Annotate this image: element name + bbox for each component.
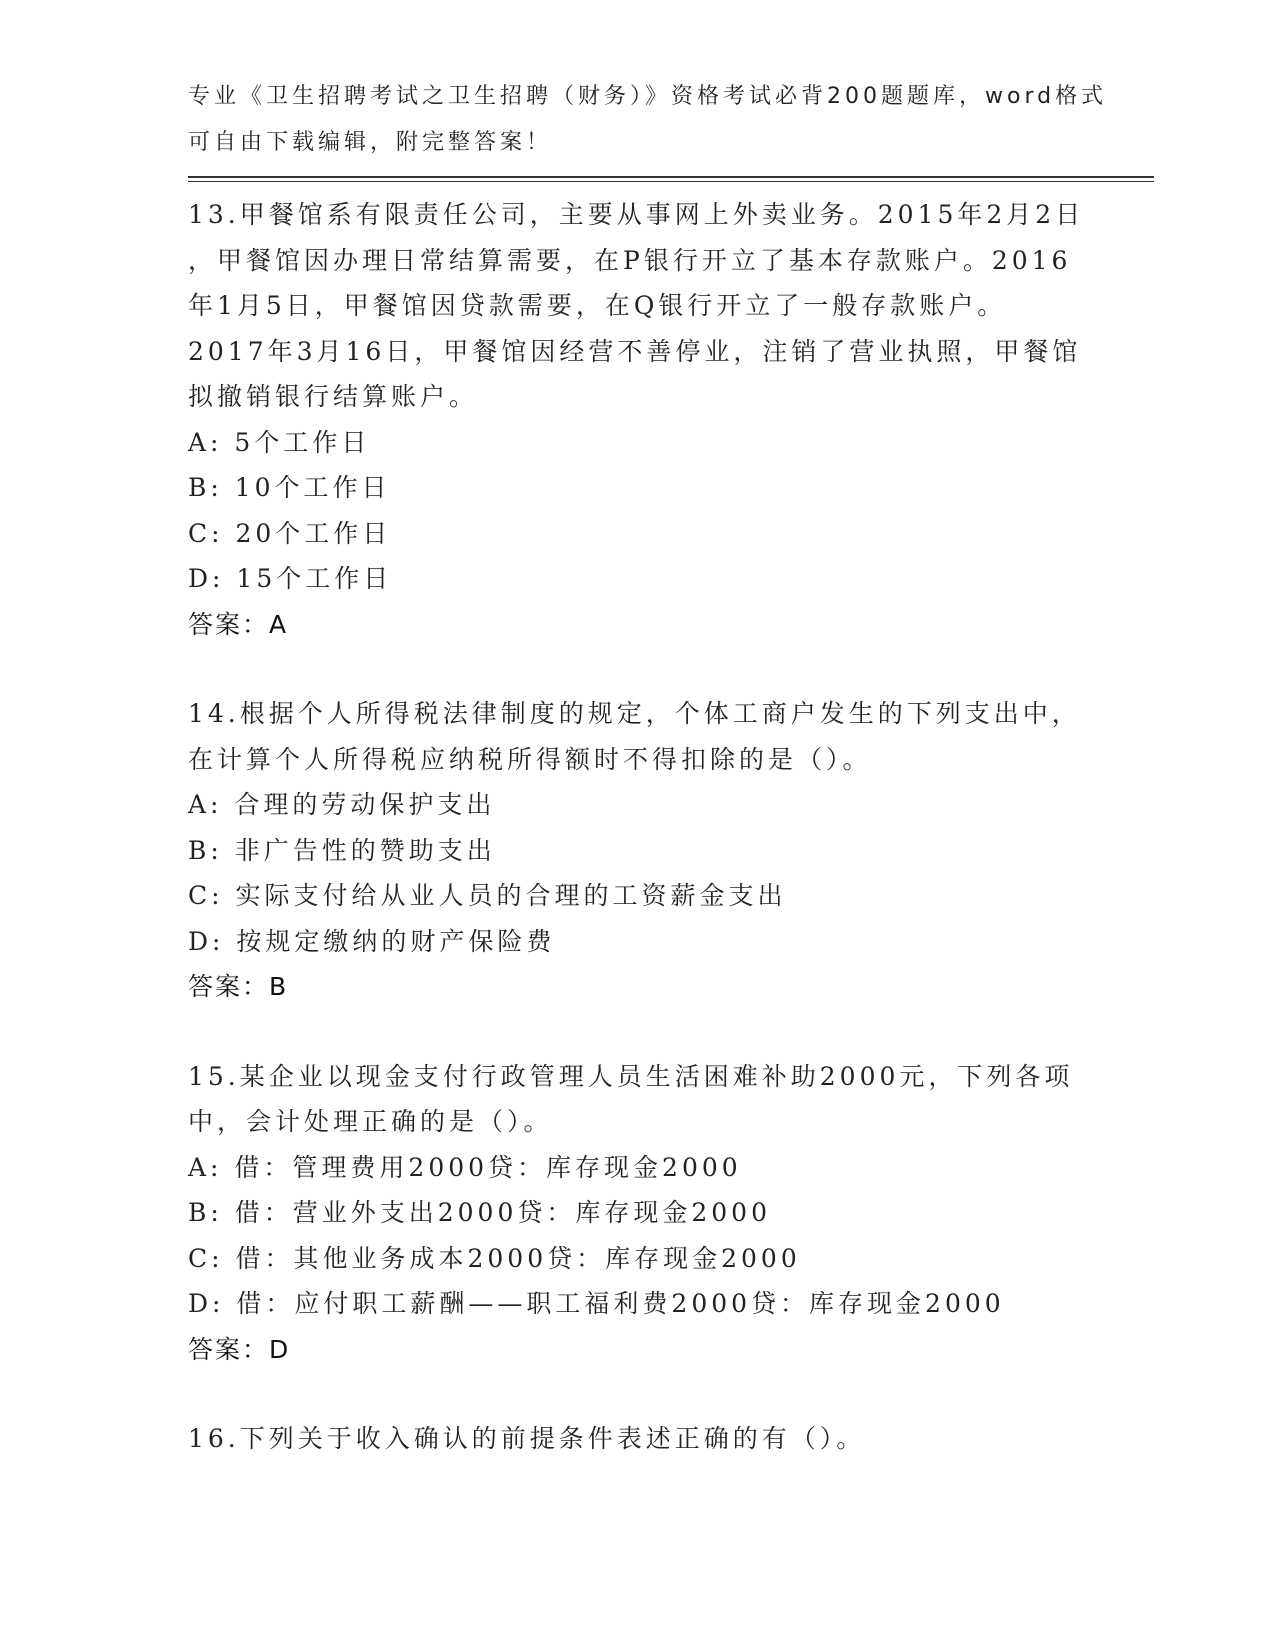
answer-label: 答案：A bbox=[188, 609, 289, 639]
option-b: B: 借：营业外支出2000贷：库存现金2000 bbox=[188, 1198, 771, 1227]
header-line: 可自由下载编辑，附完整答案！ bbox=[188, 129, 553, 155]
document-header bbox=[188, 74, 1108, 165]
question-14 bbox=[188, 691, 1088, 1010]
question-stem-line: 16.下列关于收入确认的前提条件表述正确的有（）。 bbox=[188, 1424, 866, 1453]
question-stem-line: 年1月5日，甲餐馆因贷款需要，在Q银行开立了一般存款账户。 bbox=[188, 291, 1007, 320]
question-stem-line: 15.某企业以现金支付行政管理人员生活困难补助2000元，下列各项 bbox=[188, 1061, 1074, 1091]
question-stem-line: 14.根据个人所得税法律制度的规定，个体工商户发生的下列支出中， bbox=[188, 699, 1081, 728]
question-stem-line: 在计算个人所得税应纳税所得额时不得扣除的是（）。 bbox=[188, 744, 872, 774]
option-a: A: 借：管理费用2000贷：库存现金2000 bbox=[188, 1152, 742, 1182]
answer-label: 答案：B bbox=[188, 972, 289, 1001]
option-d: D: 按规定缴纳的财产保险费 bbox=[188, 926, 556, 956]
question-stem-line: 2017年3月16日，甲餐馆因经营不善停业，注销了营业执照，甲餐馆 bbox=[188, 336, 1082, 366]
question-stem-line: 13.甲餐馆系有限责任公司，主要从事网上外卖业务。2015年2月2日 bbox=[188, 200, 1085, 229]
option-b: B: 非广告性的赞助支出 bbox=[188, 835, 496, 865]
option-a: A: 5个工作日 bbox=[188, 427, 371, 457]
question-stem-line: ，甲餐馆因办理日常结算需要，在P银行开立了基本存款账户。2016 bbox=[188, 245, 1072, 275]
header-divider bbox=[188, 176, 1154, 178]
header-line: 专业《卫生招聘考试之卫生招聘（财务）》资格考试必背200题题库，word格式 bbox=[188, 84, 1108, 109]
question-stem-line: 中，会计处理正确的是（）。 bbox=[188, 1107, 553, 1136]
question-13 bbox=[188, 192, 1088, 647]
question-15 bbox=[188, 1054, 1088, 1373]
option-c: C: 借：其他业务成本2000贷：库存现金2000 bbox=[188, 1243, 801, 1273]
option-c: C: 实际支付给从业人员的合理的工资薪金支出 bbox=[188, 881, 787, 910]
header-divider-thin bbox=[188, 181, 1154, 182]
question-list bbox=[188, 192, 1088, 1462]
answer-label: 答案：D bbox=[188, 1334, 291, 1364]
option-c: C: 20个工作日 bbox=[188, 518, 392, 548]
option-d: D: 借：应付职工薪酬——职工福利费2000贷：库存现金2000 bbox=[188, 1289, 1005, 1318]
question-stem-line: 拟撤销银行结算账户。 bbox=[188, 382, 479, 411]
option-b: B: 10个工作日 bbox=[188, 473, 391, 502]
option-a: A: 合理的劳动保护支出 bbox=[188, 790, 496, 819]
question-16 bbox=[188, 1416, 1088, 1462]
option-d: D: 15个工作日 bbox=[188, 564, 393, 593]
